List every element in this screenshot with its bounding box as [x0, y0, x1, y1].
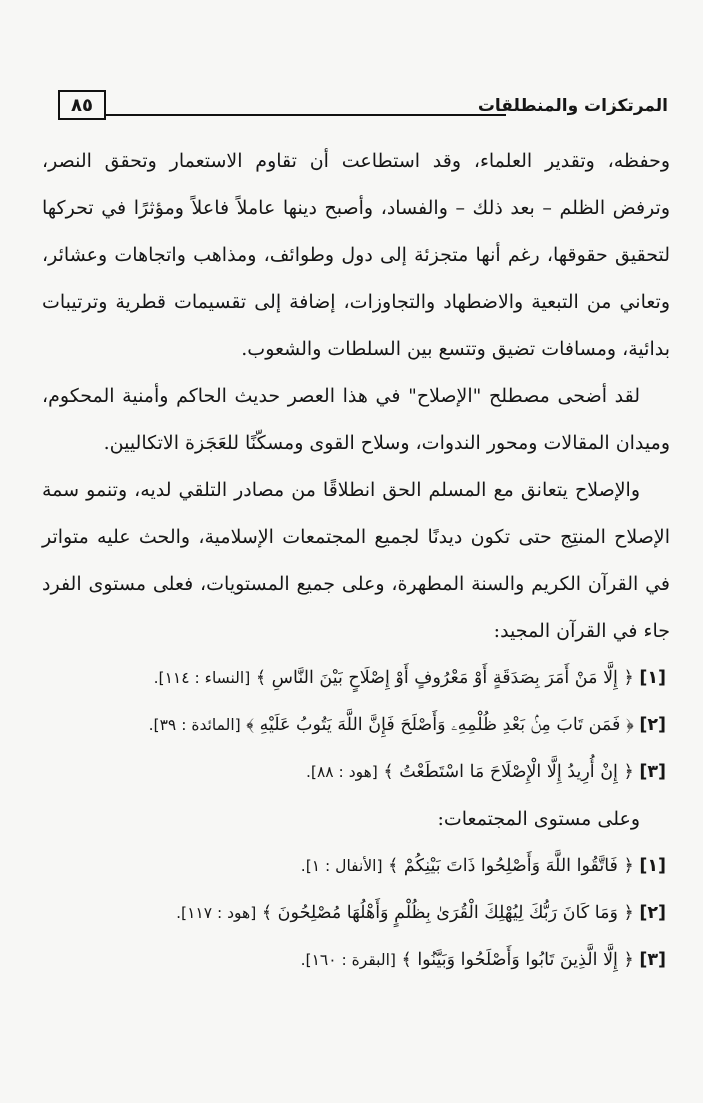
- verse-text: ﴿ وَمَا كَانَ رَبُّكَ لِيُهْلِكَ الْقُرَىٰ بِظُلْمٍ وَأَهْلُهَا مُصْلِحُونَ ﴾: [261, 903, 634, 923]
- verse-text: ﴿ إِنْ أُرِيدُ إِلَّا الْإِصْلَاحَ مَا اسْتَطَعْتُ ﴾: [383, 762, 634, 782]
- verse-number: [٣]: [639, 950, 666, 970]
- verse-reference: [هود : ٨٨].: [305, 763, 378, 781]
- verse-society-2: [42, 890, 670, 937]
- page-header: [58, 86, 668, 126]
- verse-individual-1: [42, 655, 670, 702]
- verse-number: [٢]: [639, 903, 666, 923]
- verse-society-1: [42, 843, 670, 890]
- verse-text: ﴿ إِلَّا مَنْ أَمَرَ بِصَدَقَةٍ أَوْ مَعْرُوفٍ أَوْ إِصْلَاحٍ بَيْنَ النَّاسِ ﴾: [255, 668, 634, 688]
- verse-society-3: [42, 937, 670, 984]
- paragraph-2: لقد أضحى مصطلح "الإصلاح" في هذا العصر حديث الحاكم وأمنية المحكوم، وميدان المقالات ومحور الندوات، وسلاح القوى ومسكّنًا للعَجَزة الاتكاليين.: [42, 385, 670, 454]
- verse-individual-3: [42, 749, 670, 796]
- verse-number: [٢]: [639, 715, 666, 735]
- verse-reference: [البقرة : ١٦٠].: [300, 951, 396, 969]
- header-rule: [106, 114, 506, 116]
- verse-text: ﴿ إِلَّا الَّذِينَ تَابُوا وَأَصْلَحُوا وَبَيَّنُوا ﴾: [401, 950, 634, 970]
- verse-reference: [المائدة : ٣٩].: [148, 716, 241, 734]
- paragraph-1: وحفظه، وتقدير العلماء، وقد استطاعت أن تقاوم الاستعمار وتحقق النصر، وترفض الظلم – بعد ذلك – والفساد، وأصبح دينها عاملاً فاعلاً ومؤثرًا في تحركها لتحقيق حقوقها، رغم أنها متجزئة إلى دول وطوائف، ومذاهب واتجاهات وعشائر، وتعاني من التبعية والاضطهاد والتجاوزات، إضافة إلى تقسيمات قطرية وترتيبات بدائية، ومسافات تضيق وتتسع بين السلطات والشعوب.: [42, 150, 671, 360]
- society-label: وعلى مستوى المجتمعات:: [437, 808, 640, 830]
- verse-reference: [هود : ١١٧].: [176, 904, 257, 922]
- verse-text: ﴿ فَاتَّقُوا اللَّهَ وَأَصْلِحُوا ذَاتَ بَيْنِكُمْ ﴾: [388, 856, 634, 876]
- verse-text: ﴿ فَمَن تَابَ مِنۢ بَعْدِ ظُلْمِهِۦ وَأَصْلَحَ فَإِنَّ اللَّهَ يَتُوبُ عَلَيْهِ ﴾: [246, 715, 634, 735]
- verse-number: [١]: [639, 856, 666, 876]
- verse-number: [٣]: [639, 762, 666, 782]
- verse-number: [١]: [639, 668, 666, 688]
- verse-reference: [النساء : ١١٤].: [153, 669, 251, 687]
- page-body: [42, 138, 670, 984]
- verse-reference: [الأنفال : ١].: [300, 857, 383, 875]
- paragraph-3: والإصلاح يتعانق مع المسلم الحق انطلاقًا من مصادر التلقي لديه، وتنمو سمة الإصلاح المنتِج حتى تكون ديدنًا لجميع المجتمعات الإسلامية، والحث عليه متواتر في القرآن الكريم والسنة المطهرة، وعلى جميع المستويات، فعلى مستوى الفرد جاء في القرآن المجيد:: [42, 479, 670, 642]
- running-title: المرتكزات والمنطلقات: [477, 96, 668, 116]
- page-number: ٨٥: [58, 90, 106, 120]
- verse-individual-2: [42, 702, 670, 749]
